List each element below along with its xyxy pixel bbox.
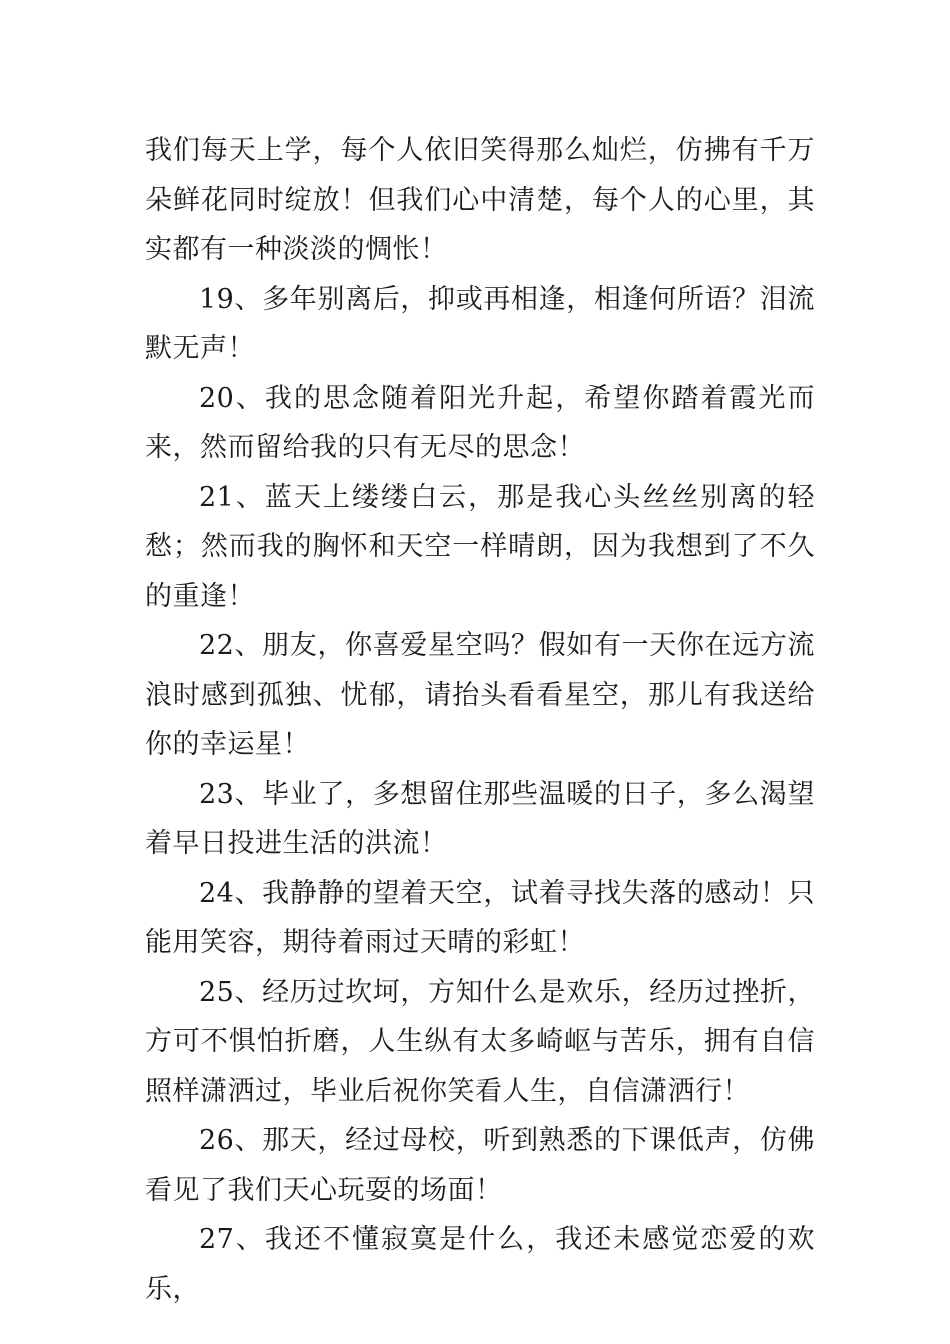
- paragraph-item-27: 27、我还不懂寂寞是什么，我还未感觉恋爱的欢乐，: [145, 1224, 815, 1305]
- paragraph-item-21: 21、蓝天上缕缕白云，那是我心头丝丝别离的轻愁；然而我的胸怀和天空一样晴朗，因为我想到了不久的重逢！: [145, 481, 815, 612]
- paragraph-item-19: 19、多年别离后，抑或再相逢，相逢何所语？泪流默无声！: [145, 283, 815, 364]
- paragraph-item-23: 23、毕业了，多想留住那些温暖的日子，多么渴望着早日投进生活的洪流！: [145, 778, 815, 859]
- paragraph-item-25: 25、经历过坎坷，方知什么是欢乐，经历过挫折，方可不惧怕折磨，人生纵有太多崎岖与苦乐，拥有自信照样潇洒过，毕业后祝你笑看人生，自信潇洒行！: [145, 976, 815, 1107]
- document-body: [145, 126, 815, 1314]
- paragraph-item-22: 22、朋友，你喜爱星空吗？假如有一天你在远方流浪时感到孤独、忧郁，请抬头看看星空，那儿有我送给你的幸运星！: [145, 630, 815, 760]
- paragraph-item-24: 24、我静静的望着天空，试着寻找失落的感动！只能用笑容，期待着雨过天晴的彩虹！: [145, 877, 815, 958]
- paragraph-item-20: 20、我的思念随着阳光升起，希望你踏着霞光而来，然而留给我的只有无尽的思念！: [145, 382, 815, 463]
- paragraph-continuation: 我们每天上学，每个人依旧笑得那么灿烂，仿拂有千万朵鲜花同时绽放！但我们心中清楚，每个人的心里，其实都有一种淡淡的惆怅！: [145, 135, 815, 265]
- paragraph-item-26: 26、那天，经过母校，听到熟悉的下课低声，仿佛看见了我们天心玩耍的场面！: [145, 1125, 815, 1206]
